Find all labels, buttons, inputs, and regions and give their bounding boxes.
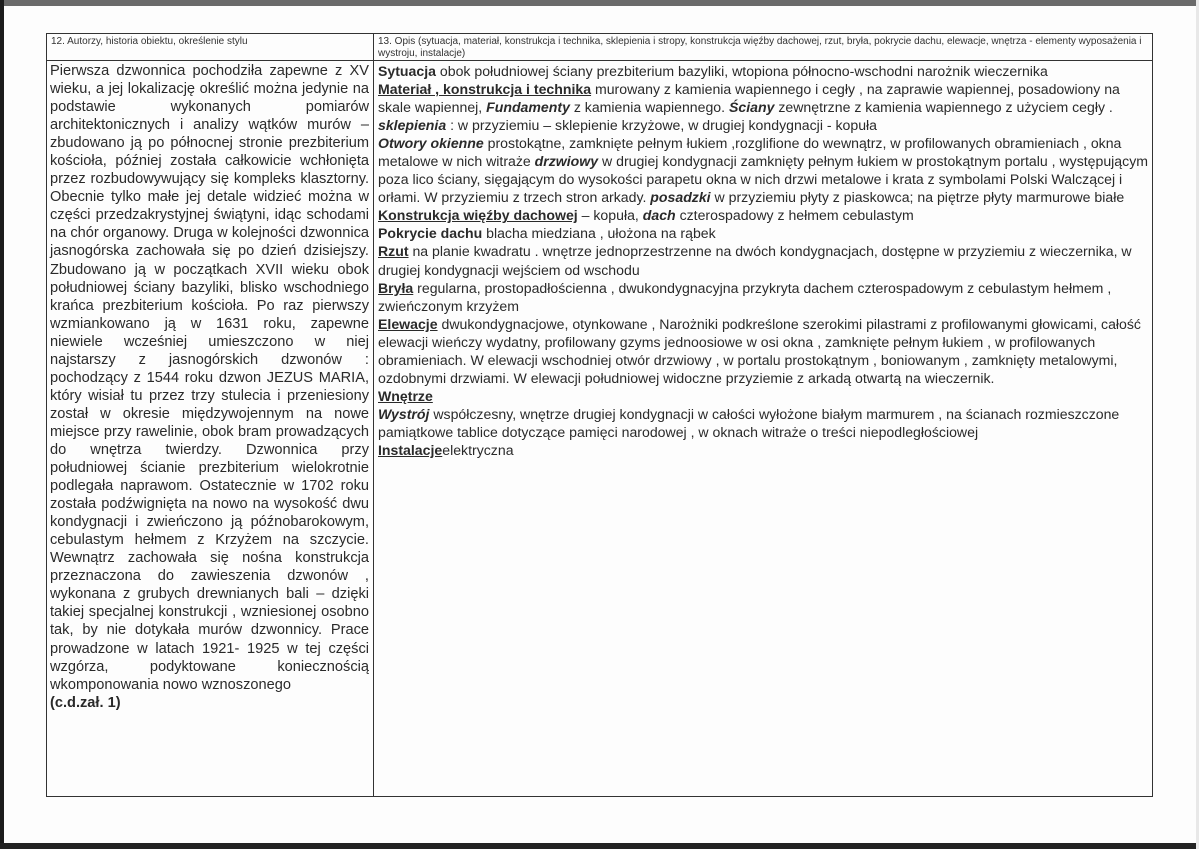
- text-elewacje: dwukondygnacjowe, otynkowane , Narożniki podkreślone szerokimi pilastrami z profilowanymi głowicami, całość elewacji wieńczy wydatny, profilowany gzyms jednoosiowe w osi okna , zamknięte pełnym łukiem , w profilowanych obramieniach. W elewacji wschodniej otwór drzwiowy , w portalu prostokątnym , boniowanym , zamknięty metalowymi, ozdobnymi drzwiami. W elewacji południowej widoczne przyziemie z arkadą otwartą na wieczernik.: [378, 315, 1141, 386]
- label-wnetrze: Wnętrze: [378, 387, 433, 404]
- section-13-header: 13. Opis (sytuacja, materiał, konstrukcja i technika, sklepienia i stropy, konstrukcja więźby dachowej, rzut, bryła, pokrycie dachu, elewacje, wnętrza - elementy wyposażenia i wystroju, instalacje): [374, 34, 1152, 61]
- label-sklepienia: sklepienia: [378, 117, 447, 134]
- text-instalacje: elektryczna: [442, 441, 514, 458]
- text-drzwiowy: w drugiej kondygnacji zamknięty pełnym łukiem w prostokątnym portalu , występującym poza lico ściany, sięgającym do wysokości parapetu okna w nich drzwi metalowe i krata z symbolami Polski Walczącej i orłami. W przyziemiu z trzech stron arkady.: [378, 153, 1148, 206]
- text-wiezba-1: – kopuła,: [577, 207, 643, 224]
- label-pokrycie: Pokrycie dachu: [378, 225, 483, 242]
- text-material: murowany z kamienia wapiennego i cegły , na zaprawie wapiennej, posadowiony na skale wapiennej,: [378, 81, 1120, 116]
- entry-otwory: [378, 134, 1148, 206]
- label-instalacje: Instalacje: [378, 441, 443, 458]
- label-sciany: Ściany: [728, 99, 775, 116]
- label-bryla: Bryła: [378, 279, 414, 296]
- continuation-note: (c.d.zał. 1): [50, 694, 121, 711]
- text-wystroj: współczesny, wnętrze drugiej kondygnacji w całości wyłożone białym marmurem , na ścianach rozmieszczone pamiątkowe tablice dotyczące pamięci narodowej , w oknach witraże o treści niepodległościowej: [378, 405, 1120, 440]
- label-otwory: Otwory okienne: [378, 135, 484, 152]
- label-posadzki: posadzki: [650, 189, 711, 206]
- text-posadzki: w przyziemiu płyty z piaskowca; na piętrze płyty marmurowe białe: [710, 189, 1125, 206]
- entry-material: [378, 80, 1148, 134]
- text-fundamenty: z kamienia wapiennego.: [569, 99, 729, 116]
- label-material: Materiał , konstrukcja i technika: [378, 81, 592, 98]
- text-sciany: zewnętrzne z kamienia wapiennego z użyciem cegły .: [774, 99, 1113, 116]
- text-bryla: regularna, prostopadłościenna , dwukondygnacyjna przykryta dachem czterospadowym z cebulastym hełmem , zwieńczonym krzyżem: [378, 279, 1112, 314]
- label-wiezba: Konstrukcja więźby dachowej: [378, 207, 578, 224]
- entry-sytuacja: [378, 62, 1148, 80]
- entry-pokrycie: [378, 224, 1148, 242]
- label-wystroj: Wystrój: [378, 405, 430, 422]
- entry-bryla: [378, 279, 1148, 315]
- scan-edge-bottom: [0, 843, 1199, 849]
- label-fundamenty: Fundamenty: [486, 99, 570, 116]
- text-rzut: na planie kwadratu . wnętrze jednoprzestrzenne na dwóch kondygnacjach, dostępne w przyziemiu z wieczernika, w drugiej kondygnacji wejściem od wschodu: [378, 243, 1132, 278]
- text-sklepienia: : w przyziemiu – sklepienie krzyżowe, w drugiej kondygnacji - kopuła: [446, 117, 878, 134]
- scan-edge-top: [0, 0, 1199, 6]
- entry-wnetrze: [378, 387, 1148, 405]
- entry-wystroj: [378, 405, 1148, 441]
- section-12-header: 12. Autorzy, historia obiektu, określenie stylu: [47, 34, 374, 61]
- label-elewacje: Elewacje: [378, 315, 438, 332]
- text-pokrycie: blacha miedziana , ułożona na rąbek: [482, 225, 716, 242]
- section-13-body: [374, 61, 1152, 796]
- text-wiezba-2: czterospadowy z hełmem cebulastym: [675, 207, 914, 224]
- entry-rzut: [378, 242, 1148, 278]
- label-sytuacja: Sytuacja: [378, 63, 436, 79]
- history-text: Pierwsza dzwonnica pochodziła zapewne z XV wieku, a jej lokalizację określić można jedynie na podstawie wykonanych pomiarów architektonicznych i analizy wątków murów – zbudowano ją po północnej stronie prezbiterium kościoła, później została całkowicie wchłonięta przez rozbudowywujący się kompleks klasztorny. Obecnie tylko małe jej detale widzieć można w części przedzakrystyjnej świątyni, idąc schodami na chór organowy. Druga w kolejności dzwonnica jasnogórska zachowała się po dzień dzisiejszy. Zbudowano ją w początkach XVII wieku obok południowej ściany bazyliki, blisko wschodniego krańca prezbiterium kościoła. Po raz pierwszy wzmiankowano ją w 1631 roku, zapewne niewiele wcześniej umieszczono w niej najstarszy z jasnogórskich dzwonów : pochodzący z 1544 roku dzwon JEZUS MARIA, który wisiał tu przez trzy stulecia i przeniesiony został w okresie międzywojennym na nowe miejsce przy rawelinie, obok bram prowadzących do wnętrza twierdzy. Dzwonnica przy południowej ścianie prezbiterium wielokrotnie podlegała naprawom. Ostatecznie w 1702 roku została podźwignięta na nowo na wysokość dwu kondygnacji i zwieńczono ją późnobarokowym, cebulastym hełmem z Krzyżem na szczycie. Wewnątrz zachowała się nośna konstrukcja przeznaczona do zawieszenia dzwonów , wykonana z grubych drewnianych bali – dzięki takiej specjalnej konstrukcji , wzniesionej osobno tak, by nie dotykała murów dzwonnicy. Prace prowadzone w latach 1921- 1925 w tej części wzgórza, podyktowane koniecznością wkomponowania nowo wznoszonego: [50, 63, 369, 693]
- entry-instalacje: [378, 441, 1148, 459]
- entry-wiezba: [378, 206, 1148, 224]
- label-drzwiowy: drzwiowy: [534, 153, 599, 170]
- form-table: [46, 33, 1153, 797]
- text-sytuacja: obok południowej ściany prezbiterium bazyliki, wtopiona północno-wschodni narożnik wieczernika: [435, 63, 1048, 79]
- label-rzut: Rzut: [378, 243, 409, 260]
- scan-edge-left: [0, 0, 4, 849]
- section-12-body: [47, 61, 374, 796]
- entry-elewacje: [378, 315, 1148, 387]
- text-otwory: prostokątne, zamknięte pełnym łukiem ,rozglifione do wewnątrz, w profilowanych obramieniach , okna metalowe w nich witraże: [378, 135, 1122, 170]
- label-dach: dach: [642, 207, 676, 224]
